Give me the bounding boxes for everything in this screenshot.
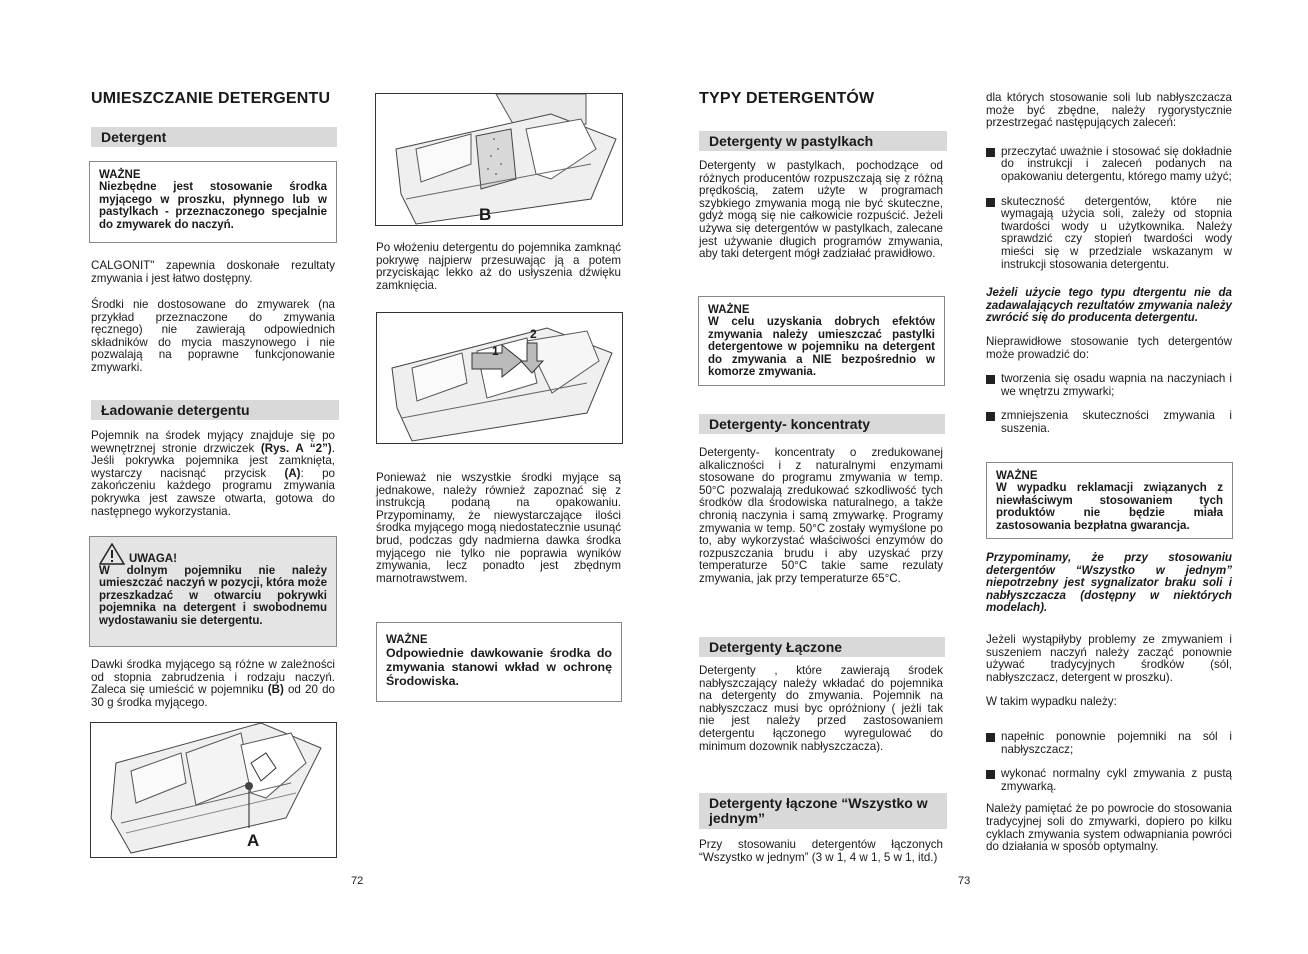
important-box-2 [376,622,622,702]
figure-dispenser-closing [376,312,623,444]
figure-dispenser-a [90,722,337,858]
list-item-text: tworzenia się osadu wapnia na naczyniach i we wnętrzu zmywarki; [1001,372,1232,398]
paragraph-nieprawidlowe: Nieprawidłowe stosowanie tych detergentów może prowadzić do: [986,334,1232,361]
warning-title: UWAGA! [129,552,177,565]
paragraph-po-wlozeniu: Po włożeniu detergentu do pojemnika zamknąć pokrywę najpierw przesuwając ją a potem przyciskając lekko aż do usłyszenia dźwięku zamknięcia. [376,241,621,292]
important-box-4 [986,462,1233,539]
figure-reference: (Rys. A “2”) [260,441,332,455]
button-reference: (A) [284,466,301,480]
list-item-text: przeczytać uważnie i stosować się dokładnie do instrukcji i zaleceń podanych na opakowaniu detergentu, którego mamy użyć; [1001,144,1232,183]
paragraph-poniewaz: Ponieważ nie wszystkie środki myjące są jednakowe, należy również zapoznać się z instrukcją podaną na opakowaniu. Przypominamy, że niewystarczające ilości środka myjącego mogą niedostatecznie usunąć brud, podczas gdy nadmierna dawka środka myjącego nie tylko nie poprawia wyników zmywania, lecz ponadto jest zbędnym marnotrawstwem. [376,471,621,585]
section-header-koncentraty: Detergenty- koncentraty [699,414,945,434]
list-item [986,768,1232,793]
bullet-square-icon [986,148,995,157]
section-header-detergent: Detergent [91,127,337,147]
important-body: W wypadku reklamacji związanych z niewłaściwym stosowaniem tych produktów nie będzie miała zastosowania bezpłatna gwarancja. [996,482,1223,532]
bullet-square-icon [986,198,995,207]
paragraph-koncentraty: Detergenty- koncentraty o zredukowanej alkaliczności i z naturalnymi enzymami stosowane do programu zmywania w temp. 50°C pozwalają zredukować szkodliwość tych środków dla środowiska naturalnego, a także chronią naczynia i samą zmywarkę. Programy zmywania w temp. 50°C zostały wymyślone po to, aby wykorzystać właściwości enzymów do rozpuszczania brudu i aby uzyskać przy temperaturze 50°C takie same rezulaty zmywania, jak przy temperaturze 65°C. [699,446,943,585]
figure-dispenser-b [375,93,623,226]
right-column-lower [986,634,1232,854]
page-number-right: 73 [958,875,971,887]
list-item [986,196,1232,272]
section-header-wszystko: Detergenty łączone “Wszystko w jednym” [699,793,947,829]
paragraph-intro: dla których stosowanie soli lub nabłyszczacza może być zbędne, należy rygorystycznie przestrzegać następujących zaleceń: [986,91,1232,130]
paragraph-laczone: Detergenty , które zawierają środek nabłyszczający należy wkładać do pojemnika na detergenty do zmywania. Pojemnik na nabłyszczacz musi byc opróżniony ( jeżli tak nie jest należy przed zastosowaniem detergentu łączonego wyregulować do minimum dozownik nabłyszczacza). [699,664,943,753]
bullet-square-icon [986,733,995,742]
list-item-text: napełnic ponownie pojemniki na sól i nabłyszczacz; [1001,729,1232,756]
page-number-left: 72 [351,875,364,887]
figure-label-a: A [247,831,260,850]
paragraph-wszystko: Przy stosowaniu detergentów łączonych “Wszystko w jednym” (3 w 1, 4 w 1, 5 w 1, itd.) [699,838,943,864]
paragraph-pojemnik [91,430,335,518]
warning-triangle-icon [99,543,125,565]
important-box-3 [698,296,945,386]
right-column [986,92,1232,447]
paragraph-calgonit: CALGONIT" zapewnia doskonałe rezultaty zmywania i jest łatwo dostępny. [91,259,335,285]
section-header-laczone: Detergenty Łączone [699,637,945,657]
text-run: od 20 do 30 g środka myjącego. [91,683,335,709]
bullet-square-icon [986,770,995,779]
text-run: Dawki środka myjącego są różne w zależności od stopnia zabrudzenia i rodzaju naczyń. Zaleca się umieścić w pojemniku [91,658,335,697]
italic-note-1: Jeżeli użycie tego typu dtergentu nie da zadawalających rezultatów zmywania należy zwrócić się do producenta detergentu. [986,286,1232,325]
text-run: : po zakończeniu każdego programu zmywania pokrywka jest zawsze otwarta, gotowa do następnego wykorzystania. [91,466,335,518]
paragraph-nalezy: Należy pamiętać że po powrocie do stosowania tradycyjnej soli do zmywarki, dopiero po kilku cyklach zmywania system odwapniania powróci do działania w sposób optymalny. [986,802,1232,854]
paragraph-problemy: Jeżeli wystąpiłyby problemy ze zmywaniem i suszeniem naczyń należy zacząć ponownie używać tradycyjnych środków (sól, nabłyszczacz, detergent w proszku). [986,633,1232,684]
paragraph-pastylki: Detergenty w pastylkach, pochodzące od różnych producentów rozpuszczają się z różną prędkością, zatem użyte w programach szybkiego zmywania mogą nie być skuteczne, gdyż mogą się nie całkowicie rozpuścić. Jeżeli używa się detergentów w pastylkach, zalecane jest używanie długich programów zmywania, aby taki detergent mógł zadziałać prawidłowo. [699,159,943,261]
list-item [986,410,1232,435]
arrow-label-1: 1 [492,344,499,358]
important-box-1 [89,161,337,243]
warning-body: W dolnym pojemniku nie należy umieszczać naczyń w pozycji, która może przeszkadzać w otwarciu pokrywki pojemnika na detergent i swobodnemu wydostawaniu sie detergentu. [99,565,327,627]
list-item [986,373,1232,398]
important-title: WAŻNE [708,304,750,316]
page-title-left: UMIESZCZANIE DETERGENTU [91,90,331,107]
italic-note-2: Przypominamy, że przy stosowaniu detergentów “Wszystko w jednym” niepotrzebny jest sygnalizator braku soli i nabłyszczacza (dostępny w niektórych modelach). [986,551,1232,615]
bullet-square-icon [986,412,995,421]
dispenser-pouring-illustration [376,94,622,225]
text-run: Pojemnik na środek myjący znajduje się po wewnętrznej stronie drzwiczek [91,429,335,455]
list-item [986,731,1232,756]
paragraph-srodki: Środki nie dostosowane do zmywarek (na przykład przeznaczone do zmywania ręcznego) nie zawierają odpowiednich składników do mycia maszynowego i nie pozwalają na poprawne funkcjonowanie zmywarki. [91,298,335,374]
list-item-text: zmniejszenia skuteczności zmywania i suszenia. [1001,409,1232,435]
important-title: WAŻNE [99,169,141,181]
bullet-square-icon [986,375,995,384]
page-title-right: TYPY DETERGENTÓW [699,90,875,107]
warning-box [89,536,337,647]
list-item [986,146,1232,184]
paragraph-w-takim: W takim wypadku należy: [986,695,1117,709]
container-reference: (B) [267,683,284,697]
arrow-label-2: 2 [530,327,537,341]
dispenser-illustration [91,723,336,857]
text-run: . Jeśli pokrywka pojemnika jest zamknięta, wystarczy nacisnąć przycisk [91,441,335,480]
list-item-text: skuteczność detergentów, które nie wymagają użycia soli, zależy od stopnia twardości wody u użytkownika. Należy sprawdzić czy stopień twardości wody mieści się w przedziale wskazanym w instrukcji stosowania detergentu. [1001,194,1232,271]
section-header-ladowanie: Ładowanie detergentu [91,400,339,420]
list-item-text: wykonać normalny cykl zmywania z pustą zmywarką. [1001,767,1232,793]
important-body: Niezbędne jest stosowanie środka myjącego w proszku, płynnego lub w pastylkach - przeznaczonego specjalnie do zmywarek do naczyń. [99,181,327,231]
section-header-pastylki: Detergenty w pastylkach [699,131,947,151]
dispenser-closing-illustration [377,313,622,443]
important-title: WAŻNE [996,470,1038,482]
important-body: Odpowiednie dawkowanie środka do zmywania stanowi wkład w ochronę Środowiska. [386,646,612,689]
important-body: W celu uzyskania dobrych efektów zmywania należy umieszczać pastylki detergentowe w pojemniku na detergent do zmywania a NIE bezpośrednio w komorze zmywania. [708,316,935,379]
figure-label-b: B [479,205,492,224]
important-title: WAŻNE [386,634,428,646]
paragraph-dawki [91,659,335,709]
